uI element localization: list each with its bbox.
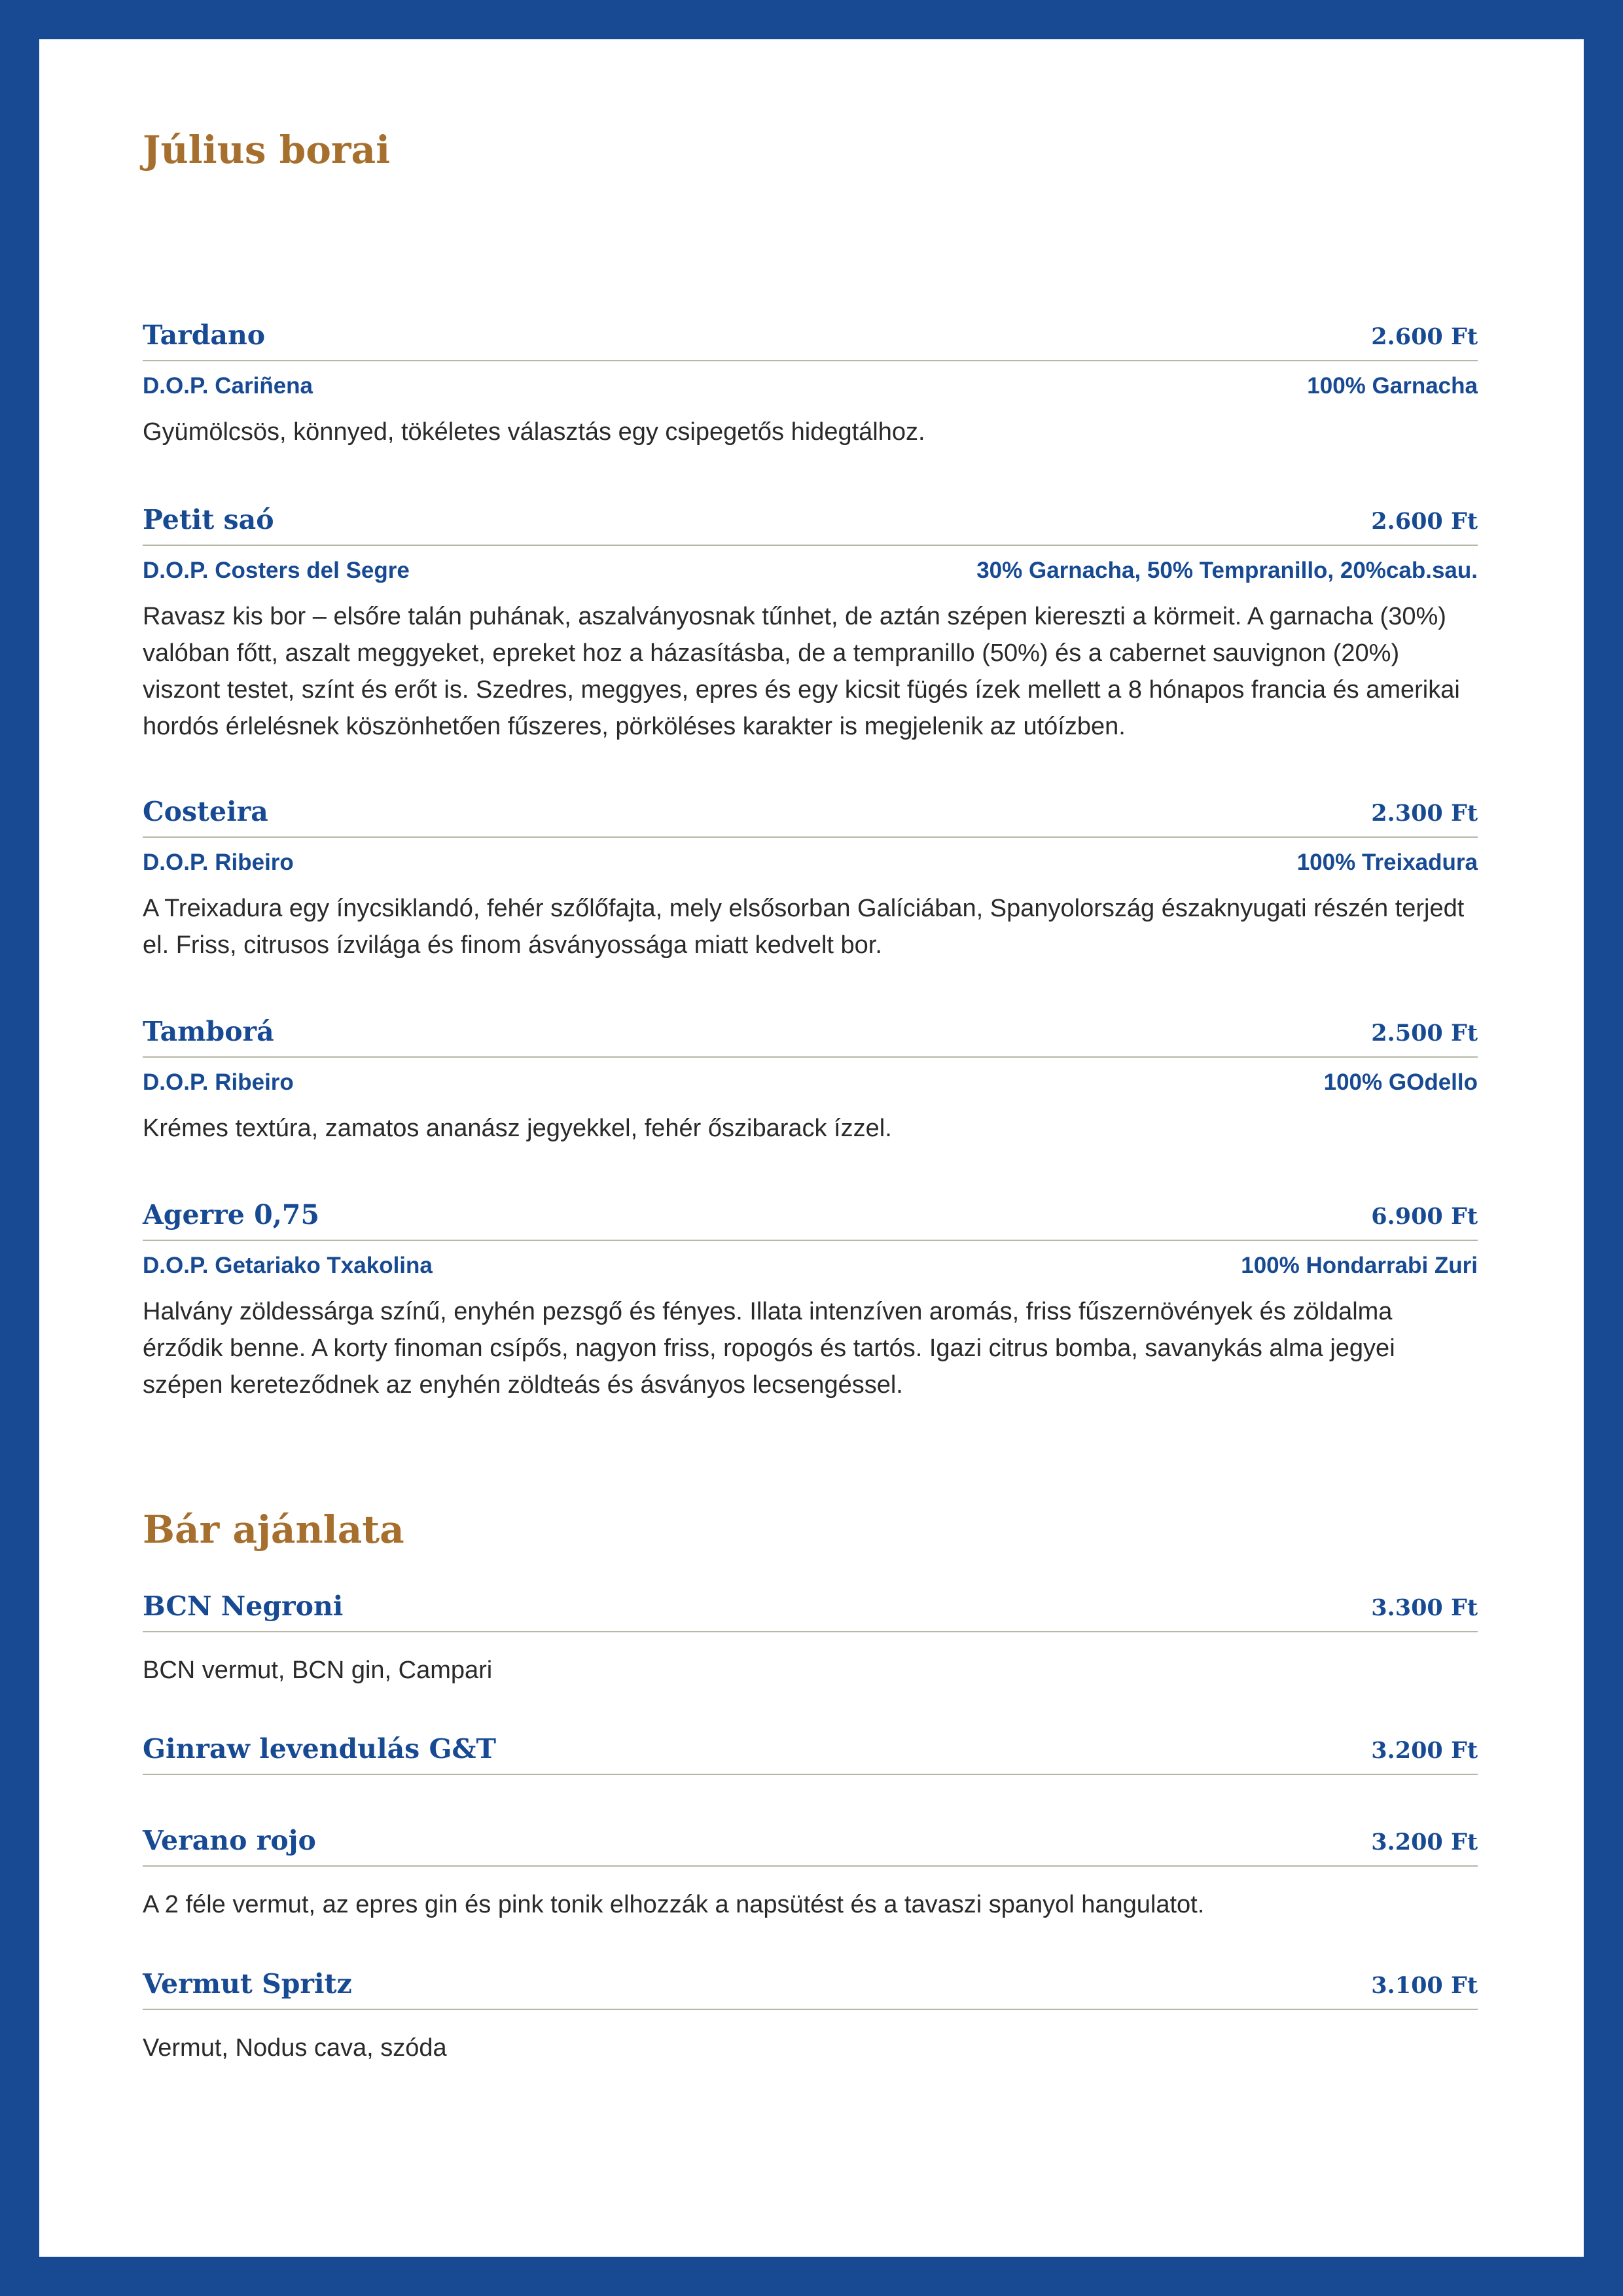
wine-grape: 100% Hondarrabi Zuri (1241, 1253, 1478, 1278)
wine-header (143, 1199, 1478, 1241)
wine-item (143, 504, 1478, 745)
wine-item (143, 798, 1478, 963)
wine-details (143, 558, 1478, 584)
bar-description: A 2 féle vermut, az epres gin és pink tonik elhozzák a napsütést és a tavaszi spanyol hangulatot. (143, 1891, 1205, 1918)
bar-description: Vermut, Nodus cava, szóda (143, 2034, 447, 2062)
wine-name: Petit saó (143, 504, 274, 535)
wine-origin: D.O.P. Ribeiro (143, 850, 294, 875)
wine-name: Costeira (143, 796, 268, 827)
wine-name: Agerre 0,75 (143, 1199, 319, 1230)
wine-details (143, 1253, 1478, 1279)
wine-header (143, 1018, 1478, 1058)
bar-price: 3.100 Ft (1371, 1972, 1478, 1999)
bar-header (143, 1827, 1478, 1867)
wine-price: 2.600 Ft (1371, 508, 1478, 535)
wine-origin: D.O.P. Getariako Txakolina (143, 1253, 433, 1278)
wine-origin: D.O.P. Ribeiro (143, 1069, 294, 1095)
wine-price: 6.900 Ft (1371, 1203, 1478, 1230)
wine-origin: D.O.P. Costers del Segre (143, 558, 410, 583)
bar-item (143, 1968, 1478, 2066)
wine-grape: 100% Treixadura (1296, 850, 1478, 875)
bar-item (143, 1590, 1478, 1689)
bar-header (143, 1733, 1478, 1775)
wine-grape: 100% GOdello (1323, 1069, 1478, 1095)
bar-name: Verano rojo (143, 1825, 316, 1856)
wine-header (143, 798, 1478, 838)
bar-name: Ginraw levendulás G&T (143, 1733, 497, 1765)
wine-description: Gyümölcsös, könnyed, tökéletes választás egy csipegetős hidegtálhoz. (143, 418, 925, 446)
wine-header (143, 504, 1478, 546)
wines-section-title: Július borai (143, 128, 391, 172)
bar-item (143, 1733, 1478, 1775)
wine-name: Tardano (143, 319, 266, 351)
bar-price: 3.300 Ft (1371, 1594, 1478, 1621)
bar-header (143, 1968, 1478, 2010)
wine-item (143, 1199, 1478, 1403)
wine-item (143, 319, 1478, 450)
bar-name: BCN Negroni (143, 1590, 344, 1622)
wine-name: Tamborá (143, 1016, 274, 1047)
bar-price: 3.200 Ft (1371, 1737, 1478, 1764)
wine-origin: D.O.P. Cariñena (143, 373, 313, 399)
wine-header (143, 319, 1478, 361)
bar-name: Vermut Spritz (143, 1968, 352, 2000)
bar-section-title: Bár ajánlata (143, 1507, 404, 1552)
wine-price: 2.300 Ft (1371, 800, 1478, 827)
wine-price: 2.600 Ft (1371, 323, 1478, 350)
wine-grape: 100% Garnacha (1307, 373, 1478, 399)
wine-description: A Treixadura egy ínycsiklandó, fehér szőlőfajta, mely elsősorban Galíciában, Spanyolország északnyugati részén terjedt el. Friss, citrusos ízvilága és finom ásványossága miatt kedvelt bor. (143, 895, 1465, 959)
bar-price: 3.200 Ft (1371, 1829, 1478, 1856)
wine-details (143, 1069, 1478, 1096)
menu-page (39, 39, 1584, 2257)
wine-description: Halvány zöldessárga színű, enyhén pezsgő és fényes. Illata intenzíven aromás, friss fűszernövények és zöldalma érződik benne. A korty finoman csípős, nagyon friss, ropogós és tartós. Igazi citrus bomba, savanykás alma jegyei szépen kereteződnek az enyhén zöldteás és ásványos lecsengéssel. (143, 1298, 1395, 1399)
wine-details (143, 850, 1478, 876)
bar-item (143, 1827, 1478, 1923)
wine-grape: 30% Garnacha, 50% Tempranillo, 20%cab.sau. (976, 558, 1478, 583)
wine-description: Krémes textúra, zamatos ananász jegyekkel, fehér őszibarack ízzel. (143, 1115, 892, 1142)
wine-item (143, 1018, 1478, 1147)
wine-description: Ravasz kis bor – elsőre talán puhának, aszalványosnak tűnhet, de aztán szépen kiereszti a körmeit. A garnacha (30%) valóban főtt, aszalt meggyeket, epreket hoz a házasításba, de a tempranillo (50%) és a cabernet sauvignon (20%) viszont testet, színt és erőt is. Szedres, meggyes, epres és egy kicsit fügés ízek mellett a 8 hónapos francia és amerikai hordós érlelésnek köszönhetően fűszeres, pörköléses karakter is megjelenik az utóízben. (143, 603, 1460, 740)
bar-description: BCN vermut, BCN gin, Campari (143, 1657, 493, 1684)
wine-price: 2.500 Ft (1371, 1020, 1478, 1047)
wine-details (143, 373, 1478, 399)
bar-header (143, 1590, 1478, 1632)
